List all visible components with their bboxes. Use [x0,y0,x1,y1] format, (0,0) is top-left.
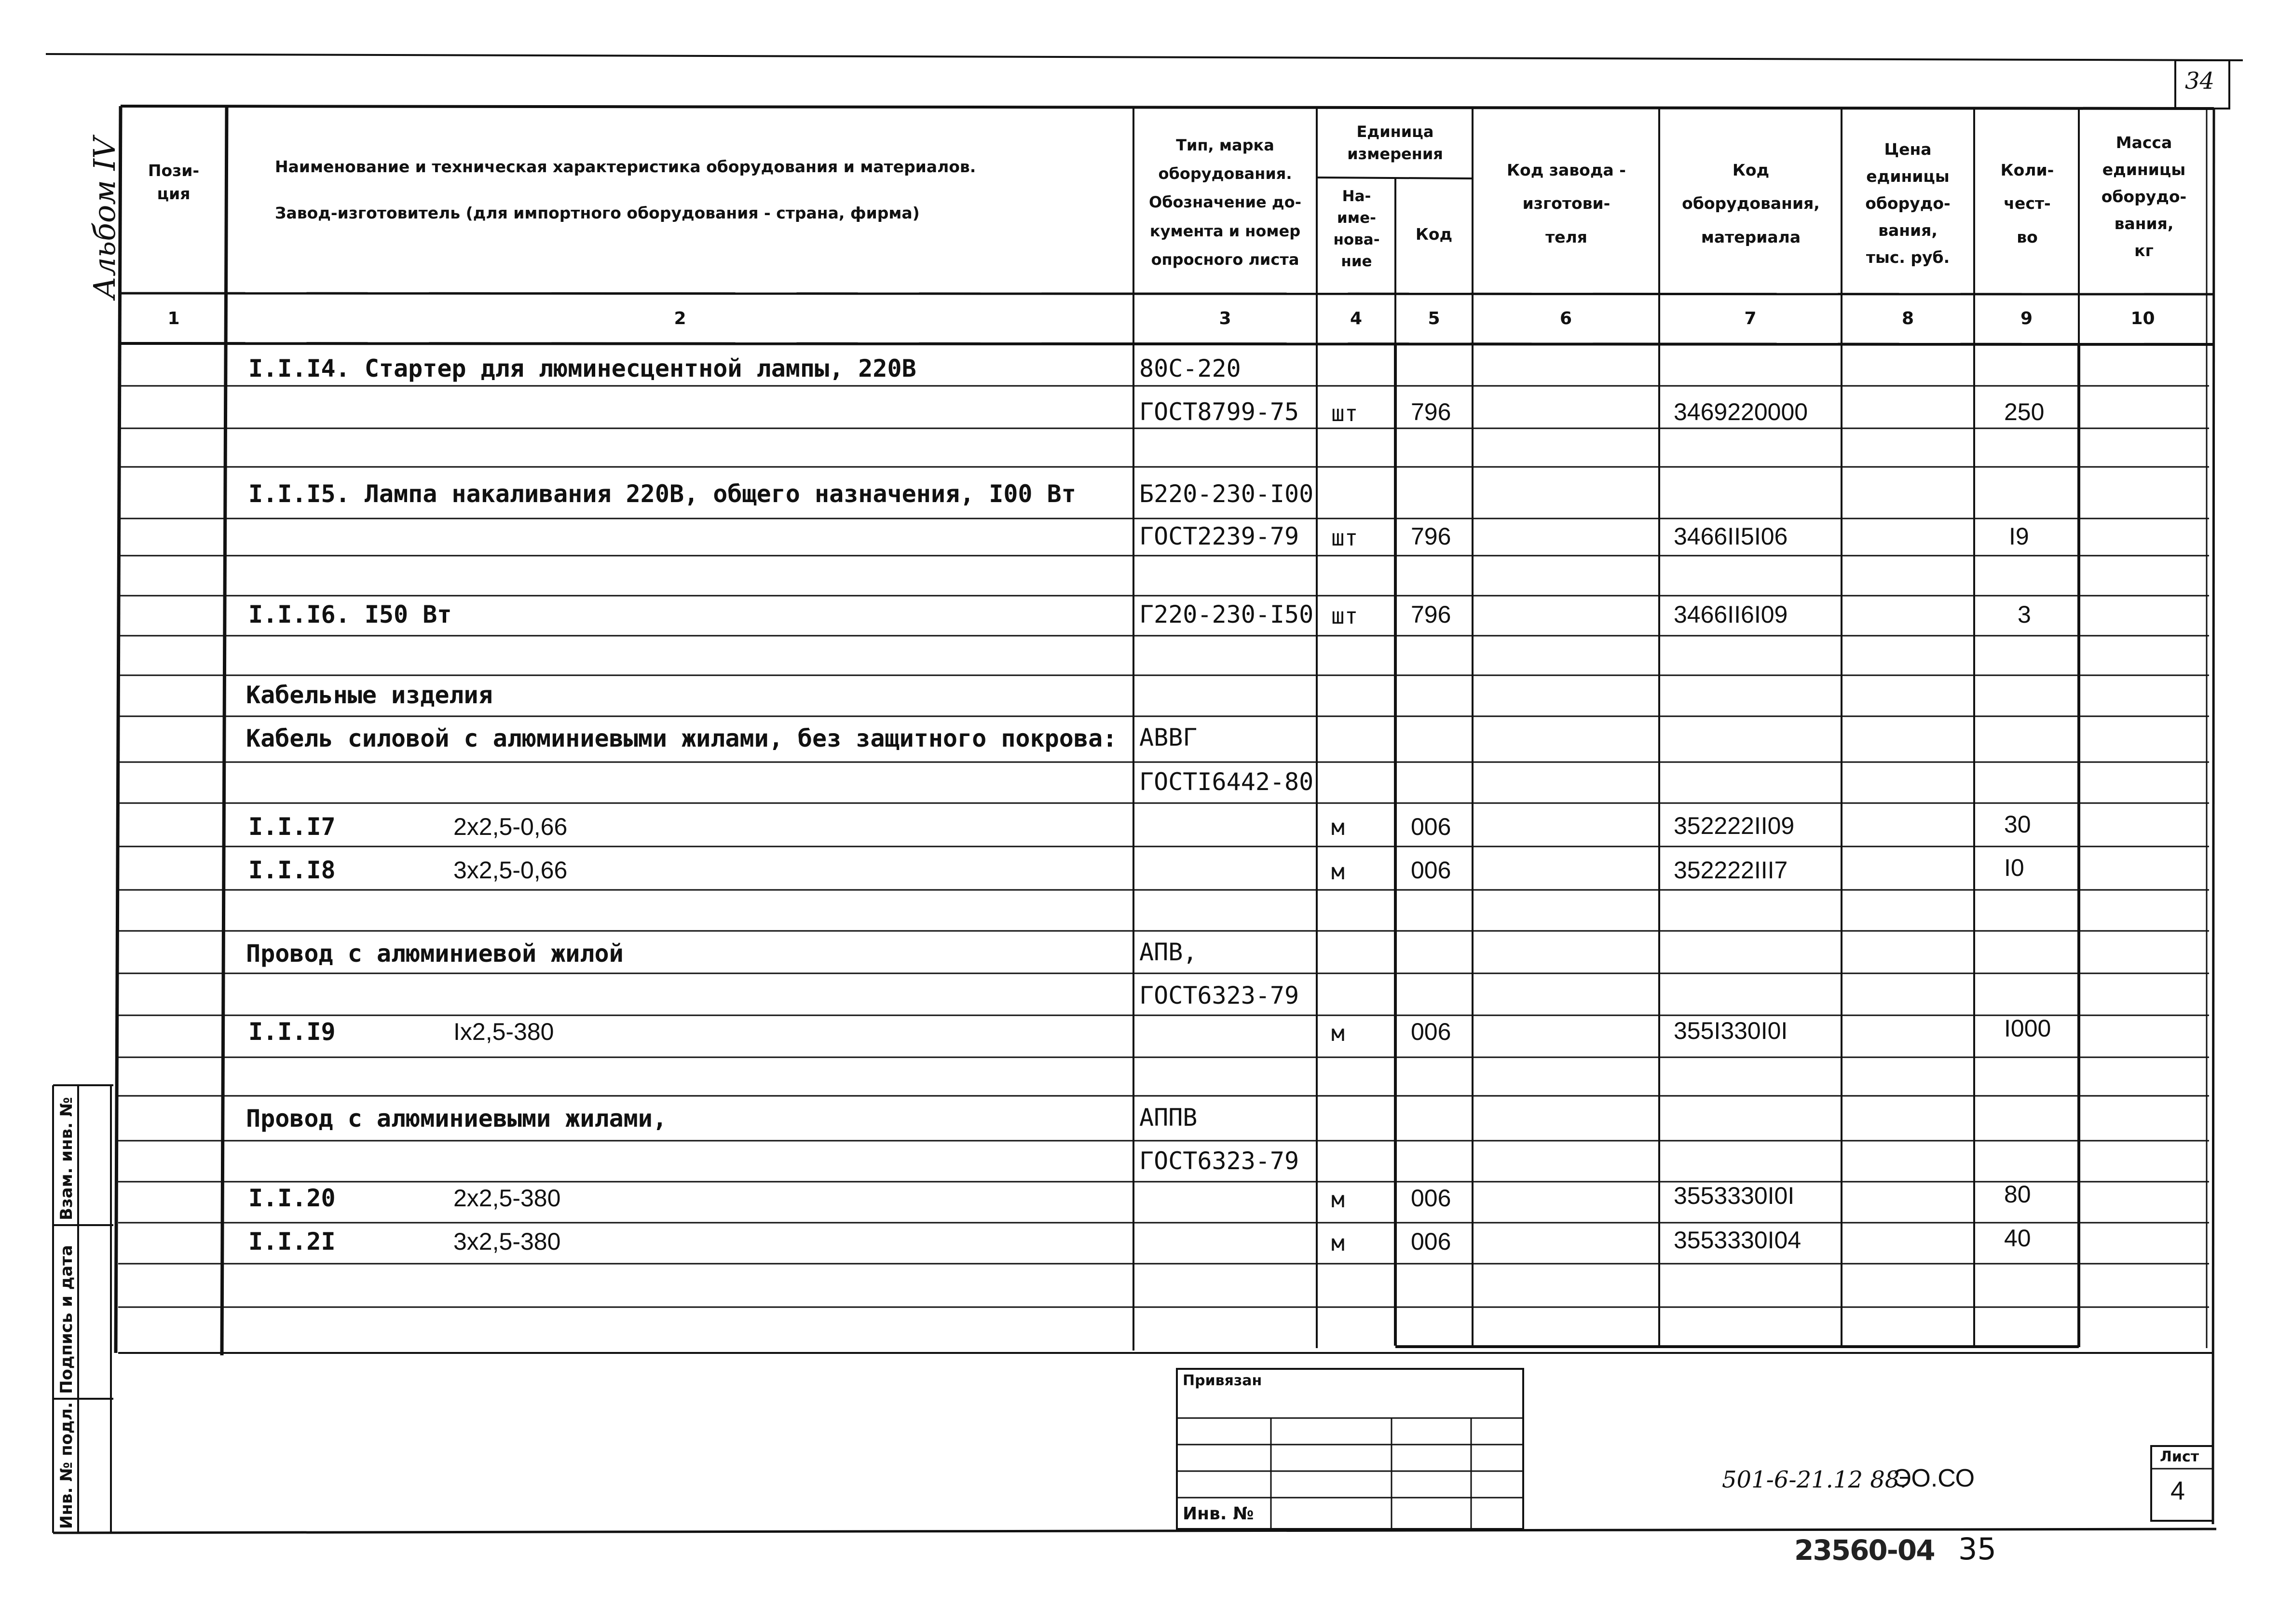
section-title-cable: Кабельные изделия [246,681,493,709]
column-number-10: 10 [2130,309,2155,328]
album-label: Альбом IV [87,137,122,299]
item-name: I.I.I5. Лампа накаливания 220В, общего назначения, I00 Вт [248,480,1076,508]
item-unit-code: 006 [1411,1018,1451,1045]
header-name-line1: Наименование и техническая характеристика оборудования и материалов. [275,157,976,176]
archive-page-number: 35 [1958,1531,1996,1567]
column-number-6: 6 [1559,309,1572,328]
archive-stamp: 23560-04 [1794,1534,1935,1567]
column-number-1: 1 [167,309,180,328]
stamp-signature-date: Подпись и дата [57,1245,76,1394]
item-name: 3х2,5-380 [453,1228,561,1255]
sheet-label: Лист [2160,1448,2199,1465]
item-unit: шт [1331,603,1358,629]
item-position: I.I.2I [248,1228,336,1256]
column-number-7: 7 [1744,309,1757,328]
item-material-code: 3553330I04 [1674,1227,1801,1254]
item-position: I.I.I7 [248,813,336,841]
item-quantity: 3 [2018,601,2031,628]
item-quantity: 80 [2004,1181,2031,1208]
header-mass: Масса единицы оборудо- вания, кг [2101,133,2187,260]
header-price: Цена единицы оборудо- вания, тыс. руб. [1865,140,1951,267]
item-quantity: 250 [2004,398,2045,425]
item-name: Iх2,5-380 [453,1018,554,1045]
item-unit: м [1331,859,1345,885]
item-unit: м [1331,1020,1345,1046]
item-type: АПВ, [1139,938,1198,966]
item-name: I.I.I6. I50 Вт [248,600,452,628]
column-number-4: 4 [1350,309,1363,328]
item-name: Кабель силовой с алюминиевыми жилами, без защитного покрова: [246,724,1118,752]
item-unit: м [1331,1187,1345,1213]
header-material-code: Код оборудования, материала [1682,161,1820,246]
item-type: АВВГ [1139,723,1198,751]
item-name: I.I.I4. Стартер для люминесцентной лампы, 220В [248,355,916,382]
header-type: Тип, марка оборудования. Обозначение до- кумента и номер опросного листа [1149,136,1301,269]
item-type: АППВ [1139,1104,1198,1132]
item-name: Провод с алюминиевой жилой [246,940,624,968]
header-factory-code: Код завода - изготови- теля [1507,161,1626,246]
item-unit-code: 796 [1411,398,1451,425]
item-type: ГОСТ8799-75 [1139,398,1299,426]
header-position: Пози- ция [148,161,200,203]
item-position: I.I.I8 [248,856,336,884]
section-code: ЭО.СО [1893,1464,1975,1492]
column-number-2: 2 [674,309,686,328]
item-material-code: 3469220000 [1674,398,1808,425]
item-quantity: I9 [2009,523,2029,550]
column-number-8: 8 [1901,309,1914,328]
item-type: 80С-220 [1139,355,1241,382]
item-name: 3х2,5-0,66 [453,857,568,884]
item-name: 2х2,5-380 [453,1185,561,1212]
item-material-code: 355I330I0I [1674,1017,1788,1044]
item-unit-code: 796 [1411,523,1451,550]
item-unit: шт [1331,525,1358,551]
item-name: Провод с алюминиевыми жилами, [246,1105,667,1133]
item-unit: шт [1331,400,1358,426]
item-type: Б220-230-I00 [1139,480,1314,508]
item-type: ГОСТ6323-79 [1139,1147,1299,1175]
item-unit-code: 006 [1411,1228,1451,1255]
sheet-corner-number: 34 [2185,68,2215,95]
item-type: ГОСТI6442-80 [1139,768,1314,796]
header-unit-name: На- име- нова- ние [1333,188,1380,270]
item-name: 2х2,5-0,66 [453,813,568,840]
sheet-number: 4 [2170,1476,2185,1505]
title-block-attached-label: Привязан [1183,1372,1262,1389]
item-quantity: 40 [2004,1225,2031,1252]
item-unit-code: 006 [1411,813,1451,840]
stamp-replaced-inventory: Взам. инв. № [57,1097,76,1220]
stamp-original-inventory: Инв. № подл. [57,1402,76,1529]
header-unit-code: Код [1415,225,1453,244]
item-type: ГОСТ6323-79 [1139,982,1299,1010]
header-quantity: Коли- чест- во [2000,161,2054,246]
item-unit-code: 796 [1411,601,1451,628]
header-unit-group: Единица измерения [1347,123,1443,164]
item-unit: м [1331,814,1345,840]
item-material-code: 352222III7 [1674,857,1788,884]
title-block-inventory-label: Инв. № [1183,1504,1254,1524]
item-material-code: 3553330I0I [1674,1182,1795,1209]
item-quantity: 30 [2004,811,2031,838]
item-unit-code: 006 [1411,1185,1451,1212]
item-material-code: 352222II09 [1674,812,1795,839]
column-number-3: 3 [1219,309,1231,328]
item-quantity: I0 [2004,854,2024,881]
item-material-code: 3466II5I06 [1674,523,1788,550]
item-position: I.I.20 [248,1184,336,1212]
item-type: Г220-230-I50 [1139,600,1314,628]
item-quantity: I000 [2004,1015,2051,1042]
column-number-5: 5 [1428,309,1440,328]
item-unit: м [1331,1230,1345,1256]
header-name-line2: Завод-изготовитель (для импортного оборудования - страна, фирма) [275,204,920,222]
item-material-code: 3466II6I09 [1674,601,1788,628]
item-unit-code: 006 [1411,857,1451,884]
item-type: ГОСТ2239-79 [1139,522,1299,550]
document-code: 501-6-21.12 88. [1722,1466,1907,1493]
item-position: I.I.I9 [248,1018,336,1046]
column-number-9: 9 [2020,309,2033,328]
